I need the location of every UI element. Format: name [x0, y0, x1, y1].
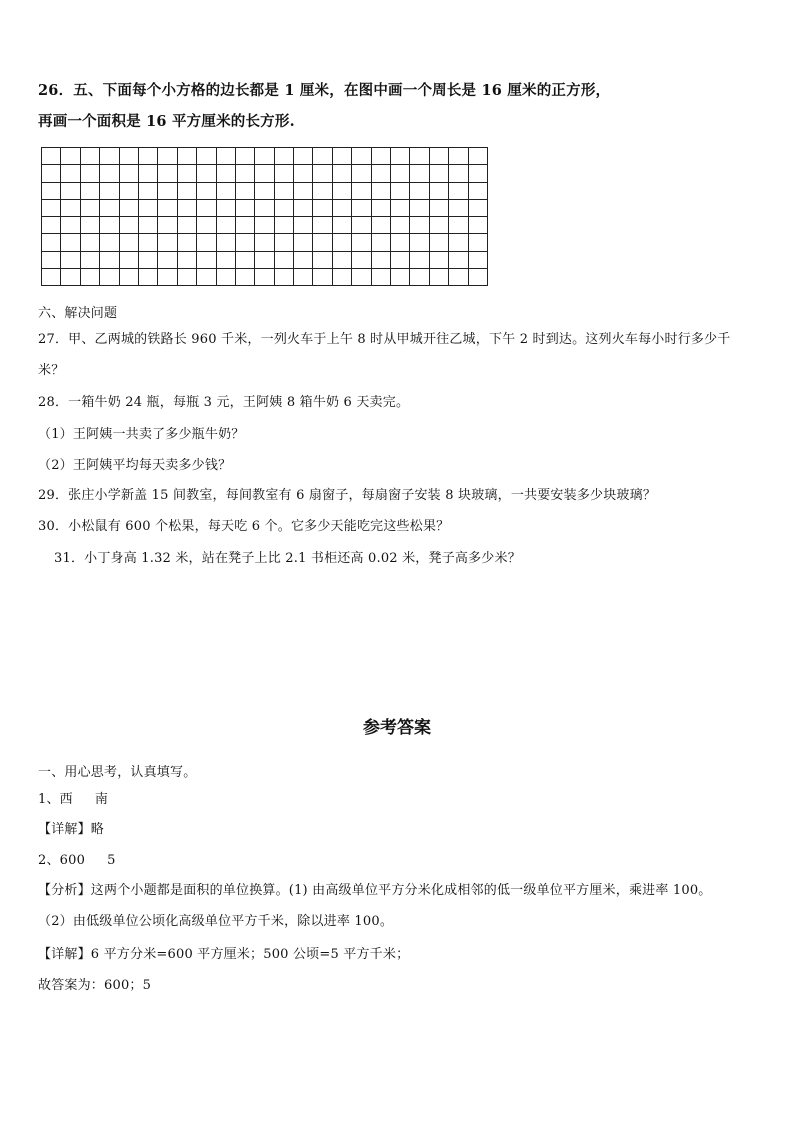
- grid-cell[interactable]: [80, 234, 99, 251]
- grid-cell[interactable]: [410, 199, 429, 216]
- grid-cell[interactable]: [216, 269, 235, 286]
- grid-cell[interactable]: [468, 269, 487, 286]
- grid-cell[interactable]: [255, 199, 274, 216]
- grid-cell[interactable]: [235, 165, 254, 182]
- grid-row: [42, 148, 488, 165]
- grid-cell[interactable]: [352, 217, 371, 234]
- grid-cell[interactable]: [255, 251, 274, 268]
- grid-cell[interactable]: [332, 148, 351, 165]
- q30: 30．小松鼠有 600 个松果，每天吃 6 个。它多少天能吃完这些松果？: [38, 519, 450, 534]
- grid-cell[interactable]: [100, 217, 119, 234]
- grid-cell[interactable]: [371, 199, 390, 216]
- grid-cell[interactable]: [313, 182, 332, 199]
- answer-2: [38, 852, 116, 870]
- grid-cell[interactable]: [468, 217, 487, 234]
- grid-cell[interactable]: [197, 217, 216, 234]
- q28-main: 28．一箱牛奶 24 瓶，每瓶 3 元，王阿姨 8 箱牛奶 6 天卖完。: [38, 395, 410, 410]
- grid-cell[interactable]: [410, 148, 429, 165]
- grid-cell[interactable]: [61, 251, 80, 268]
- grid-cell[interactable]: [138, 165, 157, 182]
- grid-cell[interactable]: [313, 199, 332, 216]
- grid-cell[interactable]: [410, 182, 429, 199]
- grid-cell[interactable]: [294, 234, 313, 251]
- grid-cell[interactable]: [61, 182, 80, 199]
- grid-cell[interactable]: [138, 234, 157, 251]
- grid-cell[interactable]: [391, 182, 410, 199]
- grid-cell[interactable]: [294, 199, 313, 216]
- grid-cell[interactable]: [235, 234, 254, 251]
- answer-1: [38, 791, 108, 809]
- q26-line2: 再画一个面积是 16 平方厘米的长方形.: [38, 113, 295, 130]
- grid-cell[interactable]: [352, 199, 371, 216]
- grid-cell[interactable]: [42, 148, 61, 165]
- grid-cell[interactable]: [216, 234, 235, 251]
- grid-cell[interactable]: [42, 199, 61, 216]
- grid-cell[interactable]: [235, 251, 254, 268]
- grid-cell[interactable]: [429, 217, 448, 234]
- grid-cell[interactable]: [255, 234, 274, 251]
- grid-cell[interactable]: [197, 182, 216, 199]
- grid-cell[interactable]: [177, 182, 196, 199]
- grid-cell[interactable]: [294, 251, 313, 268]
- answers-section1: 一、用心思考，认真填写。: [38, 765, 197, 780]
- grid-cell[interactable]: [61, 165, 80, 182]
- grid-cell[interactable]: [410, 269, 429, 286]
- grid-cell[interactable]: [429, 234, 448, 251]
- grid-cell[interactable]: [255, 182, 274, 199]
- grid-cell[interactable]: [177, 199, 196, 216]
- grid-cell[interactable]: [119, 251, 138, 268]
- grid-cell[interactable]: [371, 234, 390, 251]
- q26-line1: 26．五、下面每个小方格的边长都是 1 厘米，在图中画一个周长是 16 厘米的正方形，: [38, 82, 611, 99]
- grid-cell[interactable]: [410, 234, 429, 251]
- grid-cell[interactable]: [80, 251, 99, 268]
- grid-row: [42, 165, 488, 182]
- square-grid[interactable]: [41, 147, 488, 286]
- grid-cell[interactable]: [449, 234, 468, 251]
- grid-cell[interactable]: [332, 165, 351, 182]
- grid-cell[interactable]: [61, 217, 80, 234]
- grid-cell[interactable]: [410, 165, 429, 182]
- grid-cell[interactable]: [158, 182, 177, 199]
- grid-cell[interactable]: [235, 148, 254, 165]
- grid-cell[interactable]: [100, 182, 119, 199]
- grid-cell[interactable]: [449, 148, 468, 165]
- grid-cell[interactable]: [197, 251, 216, 268]
- grid-cell[interactable]: [294, 182, 313, 199]
- grid-cell[interactable]: [274, 182, 293, 199]
- answer-2-analysis-2: （2）由低级单位公顷化高级单位平方千米，除以进率 100。: [38, 914, 394, 929]
- answer-1-second: 南: [94, 792, 109, 807]
- answers-title: 参考答案: [363, 718, 431, 738]
- grid-cell[interactable]: [332, 251, 351, 268]
- grid-cell[interactable]: [371, 217, 390, 234]
- grid-cell[interactable]: [158, 165, 177, 182]
- grid-cell[interactable]: [158, 269, 177, 286]
- grid-cell[interactable]: [61, 234, 80, 251]
- q28-sub1: （1）王阿姨一共卖了多少瓶牛奶？: [38, 427, 245, 442]
- grid-cell[interactable]: [274, 269, 293, 286]
- grid-cell[interactable]: [119, 217, 138, 234]
- grid-cell[interactable]: [235, 269, 254, 286]
- grid-cell[interactable]: [197, 269, 216, 286]
- grid-cell[interactable]: [197, 148, 216, 165]
- answer-2-second: 5: [107, 853, 116, 868]
- grid-cell[interactable]: [177, 148, 196, 165]
- grid-cell[interactable]: [371, 251, 390, 268]
- grid-cell[interactable]: [391, 165, 410, 182]
- grid-cell[interactable]: [313, 251, 332, 268]
- grid-cell[interactable]: [352, 251, 371, 268]
- grid-row: [42, 234, 488, 251]
- grid-cell[interactable]: [119, 182, 138, 199]
- grid-cell[interactable]: [100, 199, 119, 216]
- grid-cell[interactable]: [197, 199, 216, 216]
- grid-cell[interactable]: [100, 234, 119, 251]
- grid-cell[interactable]: [352, 165, 371, 182]
- grid-cell[interactable]: [313, 148, 332, 165]
- grid-cell[interactable]: [468, 234, 487, 251]
- grid-cell[interactable]: [468, 251, 487, 268]
- grid-cell[interactable]: [274, 234, 293, 251]
- grid-cell[interactable]: [429, 148, 448, 165]
- grid-cell[interactable]: [294, 217, 313, 234]
- grid-cell[interactable]: [80, 148, 99, 165]
- answer-2-first: 2、600: [38, 853, 86, 868]
- q28-sub2: （2）王阿姨平均每天卖多少钱？: [38, 458, 232, 473]
- grid-cell[interactable]: [100, 148, 119, 165]
- grid-cell[interactable]: [429, 199, 448, 216]
- grid-cell[interactable]: [100, 269, 119, 286]
- grid-cell[interactable]: [42, 251, 61, 268]
- grid-cell[interactable]: [449, 217, 468, 234]
- grid-cell[interactable]: [42, 182, 61, 199]
- answer-2-detail: 【详解】6 平方分米=600 平方厘米；500 公顷=5 平方千米；: [38, 947, 410, 962]
- grid-cell[interactable]: [80, 269, 99, 286]
- grid-cell[interactable]: [158, 234, 177, 251]
- answer-2-final: 故答案为：600；5: [38, 978, 152, 993]
- grid-cell[interactable]: [216, 199, 235, 216]
- grid-cell[interactable]: [80, 165, 99, 182]
- grid-cell[interactable]: [42, 234, 61, 251]
- grid-cell[interactable]: [255, 165, 274, 182]
- grid-cell[interactable]: [158, 217, 177, 234]
- grid-cell[interactable]: [197, 234, 216, 251]
- grid-cell[interactable]: [332, 269, 351, 286]
- grid-cell[interactable]: [138, 251, 157, 268]
- grid-cell[interactable]: [197, 165, 216, 182]
- grid-row: [42, 251, 488, 268]
- grid-cell[interactable]: [352, 234, 371, 251]
- grid-cell[interactable]: [100, 251, 119, 268]
- grid-cell[interactable]: [429, 269, 448, 286]
- grid-cell[interactable]: [158, 251, 177, 268]
- grid-cell[interactable]: [449, 165, 468, 182]
- grid-row: [42, 182, 488, 199]
- grid-cell[interactable]: [313, 234, 332, 251]
- grid-cell[interactable]: [42, 269, 61, 286]
- grid-cell[interactable]: [332, 199, 351, 216]
- grid-row: [42, 217, 488, 234]
- grid-cell[interactable]: [80, 182, 99, 199]
- q27-line2: 米？: [38, 363, 65, 378]
- grid-cell[interactable]: [216, 182, 235, 199]
- grid-cell[interactable]: [216, 251, 235, 268]
- grid-cell[interactable]: [391, 251, 410, 268]
- grid-cell[interactable]: [429, 182, 448, 199]
- q29: 29．张庄小学新盖 15 间教室，每间教室有 6 扇窗子，每扇窗子安装 8 块玻璃，一共要安装多少块玻璃？: [38, 488, 657, 503]
- grid-cell[interactable]: [235, 182, 254, 199]
- grid-cell[interactable]: [391, 199, 410, 216]
- grid-cell[interactable]: [177, 269, 196, 286]
- grid-cell[interactable]: [119, 165, 138, 182]
- grid-cell[interactable]: [449, 251, 468, 268]
- grid-cell[interactable]: [158, 199, 177, 216]
- grid-cell[interactable]: [391, 217, 410, 234]
- grid-cell[interactable]: [313, 217, 332, 234]
- grid-cell[interactable]: [371, 165, 390, 182]
- grid-cell[interactable]: [468, 148, 487, 165]
- grid-cell[interactable]: [371, 182, 390, 199]
- grid-cell[interactable]: [255, 148, 274, 165]
- grid-cell[interactable]: [274, 251, 293, 268]
- grid-cell[interactable]: [158, 148, 177, 165]
- grid-cell[interactable]: [410, 251, 429, 268]
- grid-cell[interactable]: [391, 148, 410, 165]
- grid-cell[interactable]: [313, 165, 332, 182]
- grid-cell[interactable]: [332, 234, 351, 251]
- grid-cell[interactable]: [468, 199, 487, 216]
- grid-cell[interactable]: [274, 148, 293, 165]
- grid-cell[interactable]: [61, 148, 80, 165]
- grid-cell[interactable]: [216, 217, 235, 234]
- grid-cell[interactable]: [61, 199, 80, 216]
- grid-cell[interactable]: [177, 234, 196, 251]
- answer-1-detail: 【详解】略: [38, 822, 105, 837]
- grid-cell[interactable]: [216, 165, 235, 182]
- grid-cell[interactable]: [468, 165, 487, 182]
- grid-cell[interactable]: [274, 165, 293, 182]
- grid-cell[interactable]: [138, 217, 157, 234]
- grid-cell[interactable]: [429, 251, 448, 268]
- grid-cell[interactable]: [216, 148, 235, 165]
- grid-cell[interactable]: [119, 148, 138, 165]
- grid-cell[interactable]: [352, 182, 371, 199]
- grid-cell[interactable]: [313, 269, 332, 286]
- grid-cell[interactable]: [449, 182, 468, 199]
- grid-cell[interactable]: [42, 217, 61, 234]
- answer-2-analysis-1: 【分析】这两个小题都是面积的单位换算。(1) 由高级单位平方分米化成相邻的低一级单位平方厘米，乘进率 100。: [38, 883, 712, 898]
- grid-cell[interactable]: [42, 165, 61, 182]
- grid-cell[interactable]: [449, 199, 468, 216]
- grid-cell[interactable]: [80, 217, 99, 234]
- grid-cell[interactable]: [255, 217, 274, 234]
- q27-line1: 27．甲、乙两城的铁路长 960 千米，一列火车于上午 8 时从甲城开往乙城，下午 2 时到达。这列火车每小时行多少千: [38, 332, 731, 347]
- grid-cell[interactable]: [138, 269, 157, 286]
- grid-cell[interactable]: [80, 199, 99, 216]
- grid-cell[interactable]: [138, 199, 157, 216]
- grid-cell[interactable]: [410, 217, 429, 234]
- grid-cell[interactable]: [391, 234, 410, 251]
- grid-cell[interactable]: [274, 217, 293, 234]
- q31: 31．小丁身高 1.32 米，站在凳子上比 2.1 书柜还高 0.02 米，凳子高多少米？: [54, 551, 521, 566]
- grid-cell[interactable]: [371, 148, 390, 165]
- grid-cell[interactable]: [468, 182, 487, 199]
- grid-cell[interactable]: [119, 234, 138, 251]
- grid-cell[interactable]: [177, 251, 196, 268]
- grid-cell[interactable]: [371, 269, 390, 286]
- grid-cell[interactable]: [352, 269, 371, 286]
- grid-cell[interactable]: [352, 148, 371, 165]
- grid-cell[interactable]: [235, 217, 254, 234]
- grid-cell[interactable]: [100, 165, 119, 182]
- grid-cell[interactable]: [138, 148, 157, 165]
- grid-cell[interactable]: [294, 148, 313, 165]
- grid-cell[interactable]: [119, 269, 138, 286]
- grid-row: [42, 269, 488, 286]
- grid-cell[interactable]: [294, 165, 313, 182]
- grid-cell[interactable]: [274, 199, 293, 216]
- grid-cell[interactable]: [119, 199, 138, 216]
- grid-row: [42, 199, 488, 216]
- answer-1-first: 1、西: [38, 792, 73, 807]
- grid-cell[interactable]: [391, 269, 410, 286]
- grid-cell[interactable]: [255, 269, 274, 286]
- grid-cell[interactable]: [138, 182, 157, 199]
- grid-cell[interactable]: [294, 269, 313, 286]
- section6-heading: 六、解决问题: [38, 306, 118, 321]
- grid-cell[interactable]: [177, 217, 196, 234]
- grid-cell[interactable]: [61, 269, 80, 286]
- grid-cell[interactable]: [449, 269, 468, 286]
- grid-cell[interactable]: [332, 182, 351, 199]
- grid-cell[interactable]: [429, 165, 448, 182]
- grid-cell[interactable]: [177, 165, 196, 182]
- grid-cell[interactable]: [332, 217, 351, 234]
- grid-cell[interactable]: [235, 199, 254, 216]
